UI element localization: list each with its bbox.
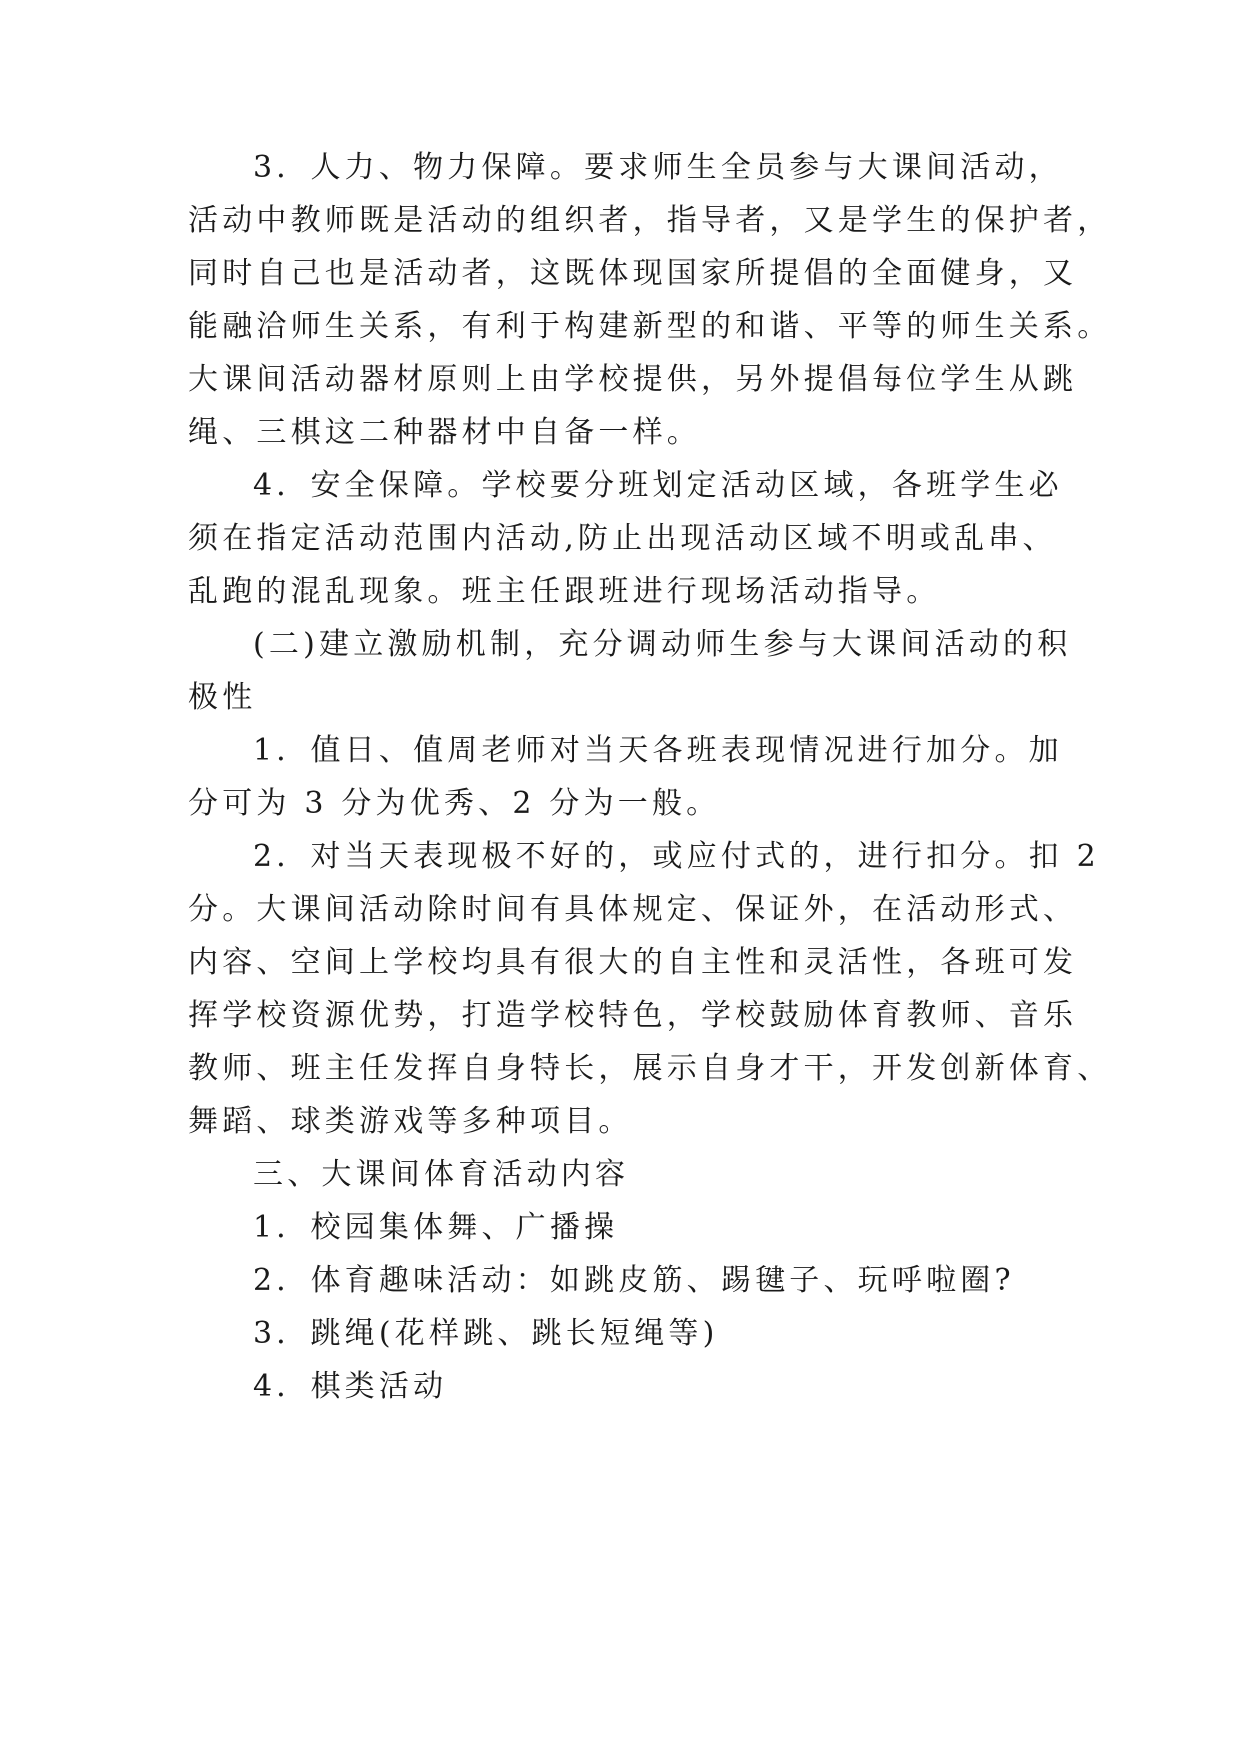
text-line: 内容、空间上学校均具有很大的自主性和灵活性，各班可发 [188,945,1078,980]
text-line: 活动中教师既是活动的组织者，指导者，又是学生的保护者， [188,203,1112,238]
list-item: 3．跳绳(花样跳、跳长短绳等) [253,1316,719,1351]
list-item: 4．棋类活动 [253,1369,448,1404]
text-line: 乱跑的混乱现象。班主任跟班进行现场活动指导。 [188,574,941,609]
text-line: 大课间活动器材原则上由学校提供，另外提倡每位学生从跳 [188,362,1078,397]
text-line: 分可为 3 分为优秀、2 分为一般。 [188,786,721,821]
text-line: 4．安全保障。学校要分班划定活动区域，各班学生必 [253,468,1063,503]
section-heading: 三、大课间体育活动内容 [253,1157,630,1192]
text-line: 分。大课间活动除时间有具体规定、保证外，在活动形式、 [188,892,1078,927]
list-item: 1．校园集体舞、广播操 [253,1210,619,1245]
text-line: 挥学校资源优势，打造学校特色，学校鼓励体育教师、音乐 [188,998,1078,1033]
list-item: 2．体育趣味活动：如跳皮筋、踢毽子、玩呼啦圈? [253,1263,1015,1298]
text-line: (二)建立激励机制，充分调动师生参与大课间活动的积 [253,627,1072,662]
text-line: 舞蹈、球类游戏等多种项目。 [188,1104,633,1139]
text-line: 绳、三棋这二种器材中自备一样。 [188,415,701,450]
text-line: 3．人力、物力保障。要求师生全员参与大课间活动， [253,150,1063,185]
text-line: 2．对当天表现极不好的，或应付式的，进行扣分。扣 2 [253,839,1100,874]
text-line: 须在指定活动范围内活动,防止出现活动区域不明或乱串、 [188,521,1057,556]
text-line: 能融洽师生关系，有利于构建新型的和谐、平等的师生关系。 [188,309,1112,344]
text-line: 极性 [188,680,257,715]
text-line: 1．值日、值周老师对当天各班表现情况进行加分。加 [253,733,1063,768]
text-line: 同时自己也是活动者，这既体现国家所提倡的全面健身，又 [188,256,1078,291]
text-line: 教师、班主任发挥自身特长，展示自身才干，开发创新体育、 [188,1051,1112,1086]
